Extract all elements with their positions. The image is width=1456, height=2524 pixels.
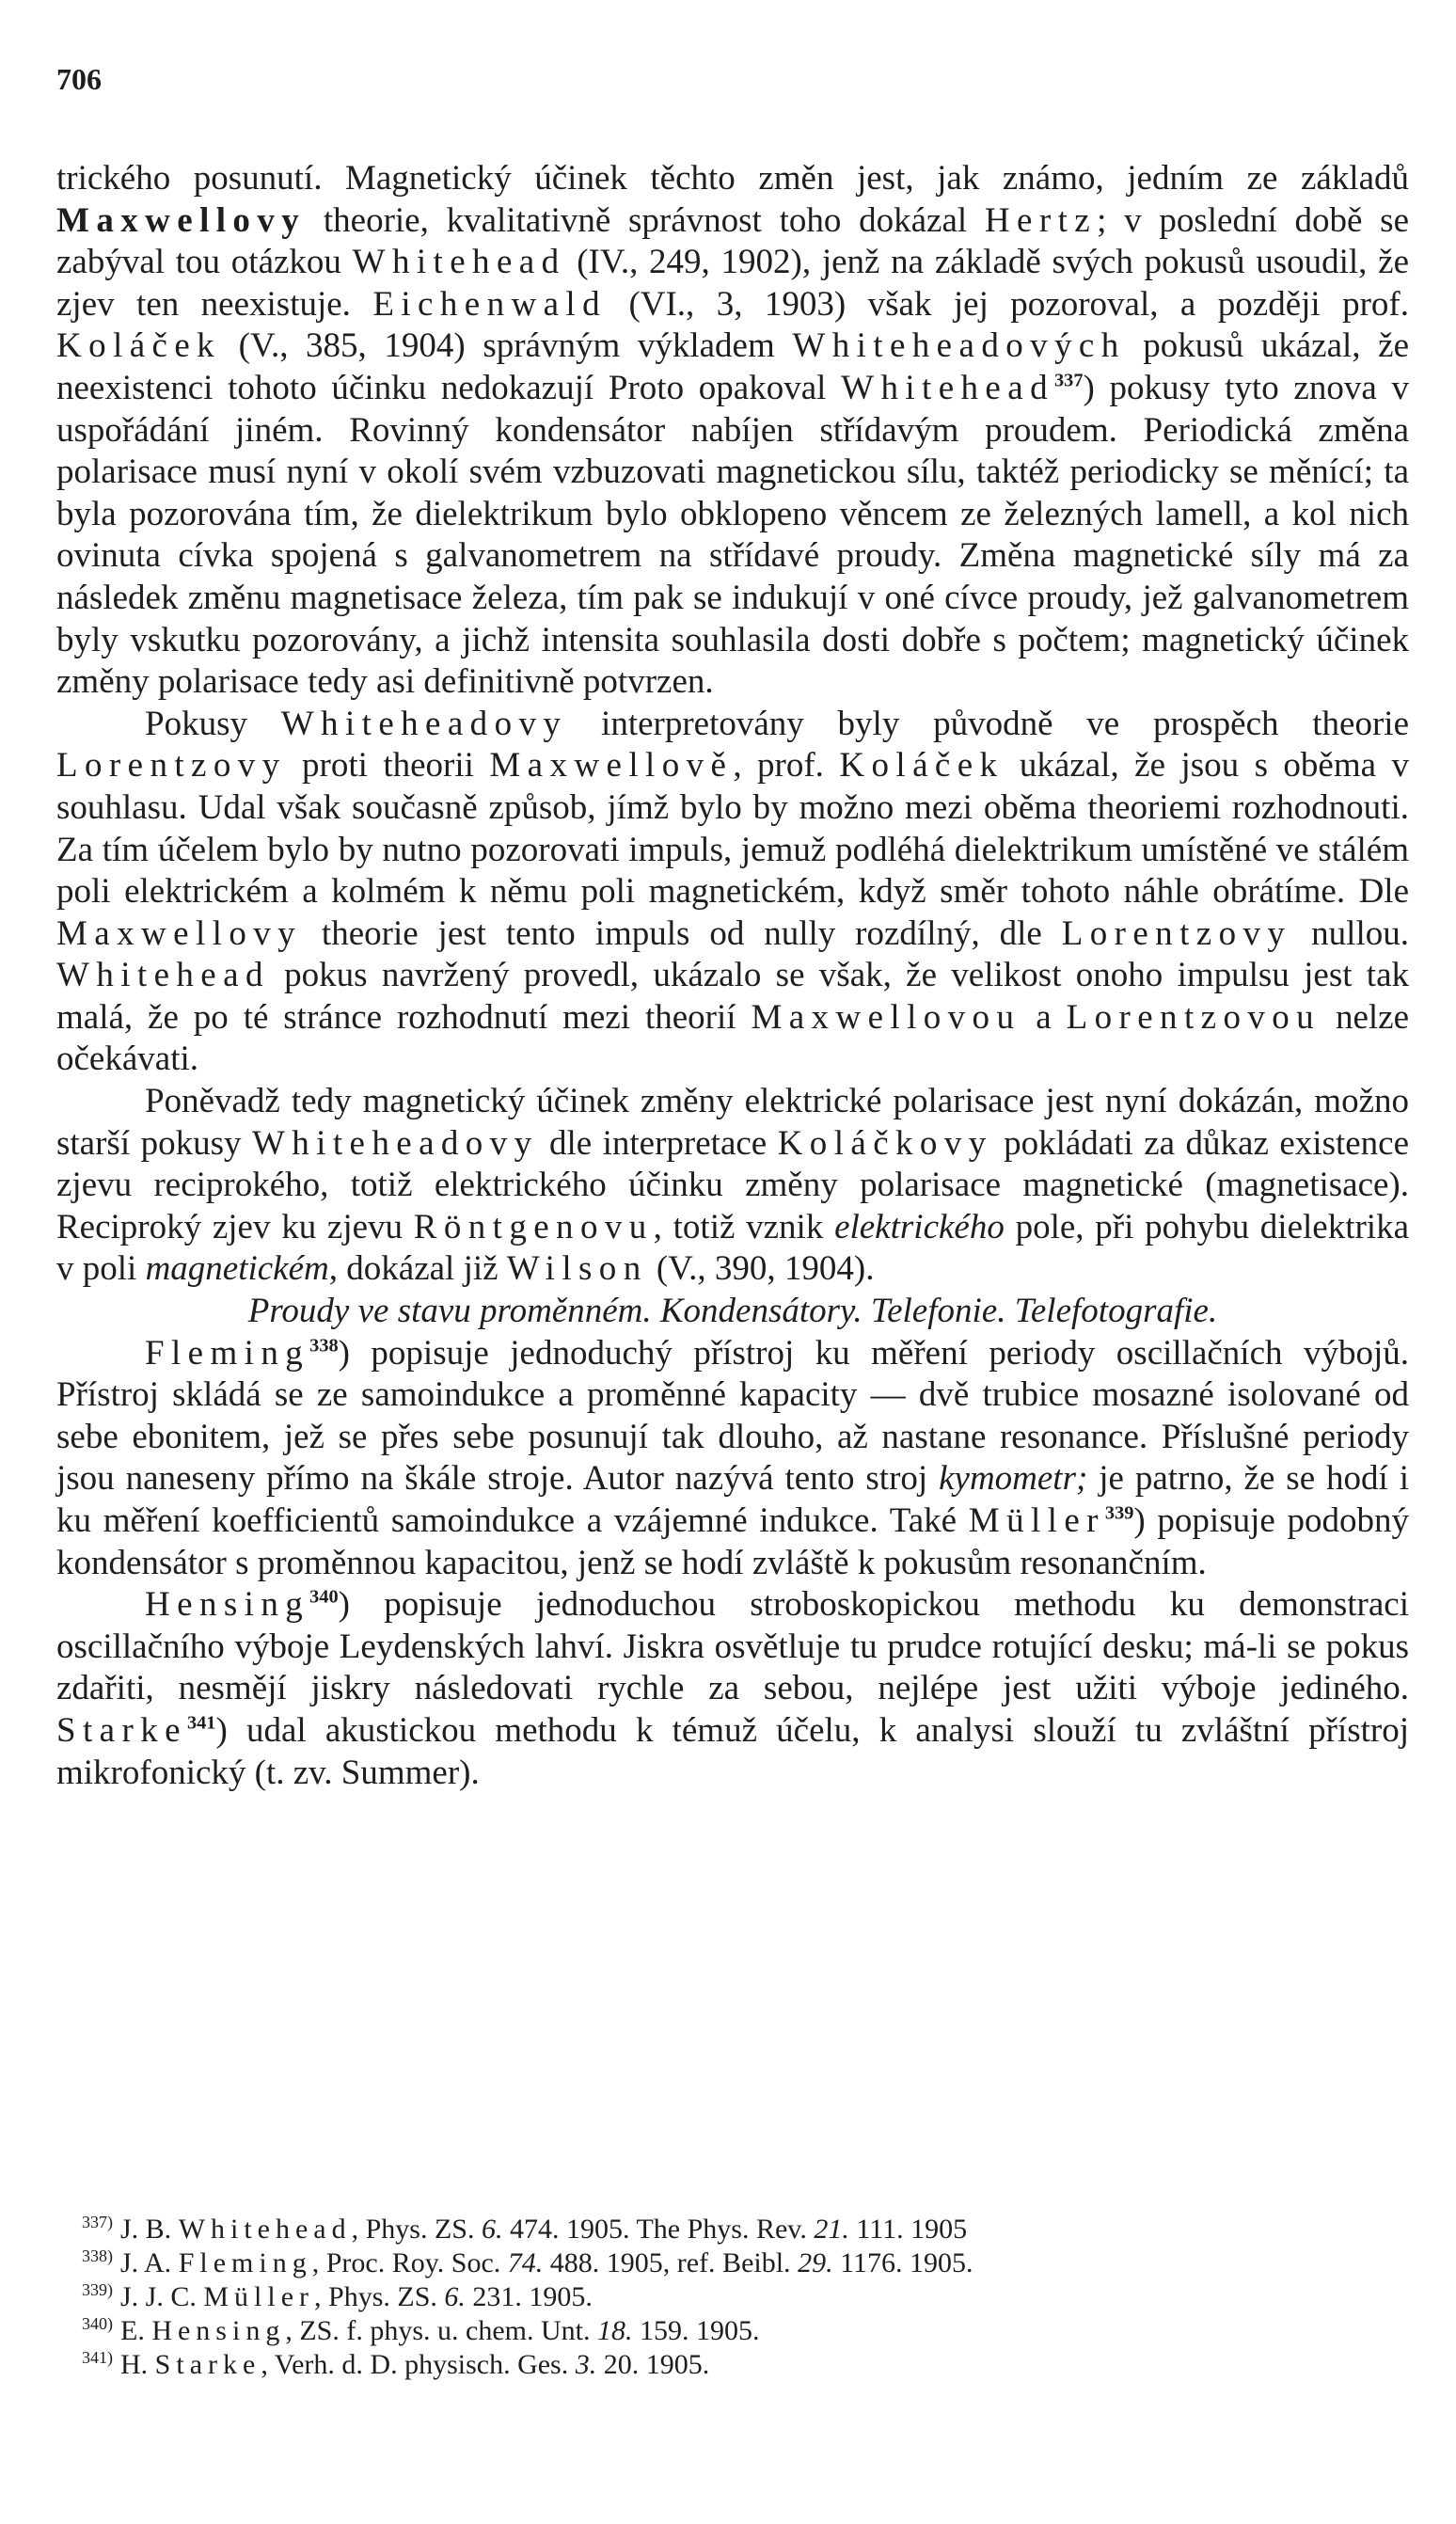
author-name: Maxwellově bbox=[489, 746, 734, 786]
footnote-ref: 339 bbox=[1104, 1502, 1134, 1524]
footnote-ref: 341 bbox=[186, 1712, 216, 1734]
footnote: 339) J. J. C. Müller, Phys. ZS. 6. 231. 1905. bbox=[82, 2280, 593, 2312]
footnotes bbox=[56, 2213, 1409, 2382]
paragraph-5: Hensing$^{340}$) popisuje jednoduchou stroboskopickou methodu ku demonstraci oscillačního výboje Leydenských lahví. Jiskra osvětluje tu prudce rotující desku; má-li se pokus zdařiti, nesmějí jiskry následovati rychle za sebou, nejlépe jest užiti výboje jediného. Starke$^{341}$) udal akustickou methodu k témuž účelu, k analysi slouží tu zvláštní přístroj mikrofonický (t. zv. Summer). bbox=[56, 1585, 1409, 1792]
author-name: Hertz bbox=[984, 200, 1098, 240]
author-name: Whitehead bbox=[841, 368, 1054, 407]
author-name: Koláček bbox=[839, 746, 1005, 786]
author-name: Maxwellovy bbox=[56, 200, 307, 240]
author-name: Lorentzovy bbox=[1061, 913, 1292, 953]
paragraph-3: Poněvadž tedy magnetický účinek změny elektrické polarisace jest nyní dokázán, možno starší pokusy Whiteheadovy dle interpretace Koláčkovy pokládati za důkaz existence zjevu reciprokého, totiž elektrického účinku změny polarisace magnetické (magnetisace). Reciproký zjev ku zjevu Röntgenovu, totiž vznik elektrického pole, při pohybu dielektrika v poli magnetickém, dokázal již Wilson (V., 390, 1904). bbox=[56, 1082, 1410, 1289]
paragraph-1: trického posunutí. Magnetický účinek těchto změn jest, jak známo, jedním ze základů Maxwellovy theorie, kvalitativně správnost toho dokázal Hertz; v poslední době se zabýval tou otázkou Whitehead (IV., 249, 1902), jenž na základě svých pokusů usoudil, že zjev ten neexistuje. Eichenwald (VI., 3, 1903) však jej pozoroval, a později prof. Koláček (V., 385, 1904) správným výkladem Whiteheadových pokusů ukázal, že neexistenci tohoto účinku nedokazují Proto opakoval Whitehead$^{337}$) pokusy tyto znova v uspořádání jiném. Rovinný kondensátor nabíjen střídavým proudem. Periodická změna polarisace musí nyní v okolí svém vzbuzovati magnetickou sílu, taktéž periodicky se měnící; ta byla pozorována tím, že dielektrikum bylo obklopeno věncem ze železných lamell, a kol nich ovinuta cívka spojená s galvanometrem na střídavé proudy. Změna magnetické síly má za následek změnu magnetisace železa, tím pak se indukují v oné cívce proudy, jež galvanometrem byly vskutku pozorovány, a jichž intensita souhlasila dosti dobře s počtem; magnetický účinek změny polarisace tedy asi definitivně potvrzen. bbox=[56, 159, 1410, 702]
author-name: Lorentzovou bbox=[1066, 997, 1321, 1037]
footnote-ref: 338 bbox=[309, 1335, 339, 1357]
emphasis: kymometr; bbox=[939, 1459, 1088, 1499]
footnote: 341) H. Starke, Verh. d. D. physisch. Ges. 3. 20. 1905. bbox=[82, 2348, 710, 2380]
section-heading: Proudy ve stavu proměnném. Kondensátory. Telefonie. Telefotografie. bbox=[247, 1292, 1218, 1331]
author-name: Lorentzovy bbox=[56, 746, 287, 786]
author-name: Koláček bbox=[56, 326, 222, 366]
author-name: Whiteheadovy bbox=[280, 704, 568, 743]
footnote: 337) J. B. Whitehead, Phys. ZS. 6. 474. 1905. The Phys. Rev. 21. 111. 1905 bbox=[82, 2213, 968, 2245]
author-name: Müller bbox=[203, 2281, 315, 2312]
author-name: Whiteheadových bbox=[792, 326, 1126, 366]
author-name: Maxwellovy bbox=[56, 913, 303, 953]
author-name: Hensing bbox=[151, 2315, 286, 2346]
footnote-ref: 340 bbox=[309, 1586, 339, 1608]
author-name: Maxwellovou bbox=[751, 997, 1021, 1037]
author-name: Röntgenovu bbox=[413, 1207, 654, 1246]
author-name: Whiteheadovy bbox=[251, 1123, 539, 1163]
author-name: Hensing bbox=[145, 1585, 310, 1625]
author-name: Koláčkovy bbox=[777, 1123, 993, 1163]
author-name: Müller bbox=[968, 1501, 1105, 1540]
author-name: Eichenwald bbox=[372, 284, 608, 324]
author-name: Whitehead bbox=[352, 243, 566, 282]
emphasis: elektrického bbox=[834, 1207, 1005, 1246]
author-name: Starke bbox=[154, 2349, 261, 2380]
paragraph-4: Fleming$^{338}$) popisuje jednoduchý přístroj ku měření periody oscillačních výbojů. Přístroj skládá se ze samoindukce a proměnné kapacity — dvě trubice mosazné isolované od sebe ebonitem, jež se přes sebe posunují tak dlouho, až nastane resonance. Příslušné periody jsou naneseny přímo na škále stroje. Autor nazývá tento stroj kymometr; je patrno, že se hodí i ku měření koefficientů samoindukce a vzájemné indukce. Také Müller$^{339}$) popisuje podobný kondensátor s proměnnou kapacitou, jenž se hodí zvláště k pokusům resonančním. bbox=[56, 1333, 1410, 1582]
author-name: Fleming bbox=[145, 1333, 310, 1373]
paragraph-2: Pokusy Whiteheadovy interpretovány byly původně ve prospěch theorie Lorentzovy proti theorii Maxwellově, prof. Koláček ukázal, že jsou s oběma v souhlasu. Udal však současně způsob, jímž bylo by možno mezi oběma theoriemi rozhodnouti. Za tím účelem bylo by nutno pozorovati impuls, jemuž podléhá dielektrikum umístěné ve stálém poli elektrickém a kolmém k němu poli magnetickém, když směr tohoto náhle obrátíme. Dle Maxwellovy theorie jest tento impuls od nully rozdílný, dle Lorentzovy nullou. Whitehead pokus navržený provedl, ukázalo se však, že velikost onoho impulsu jest tak malá, že po té stránce rozhodnutí mezi theorií Maxwellovou a Lorentzovou nelze očekávati. bbox=[56, 704, 1409, 1079]
author-name: Starke bbox=[56, 1710, 187, 1750]
author-name: Fleming bbox=[178, 2247, 312, 2278]
author-name: Wilson bbox=[506, 1249, 648, 1289]
emphasis: magnetickém bbox=[145, 1249, 329, 1289]
author-name: Whitehead bbox=[178, 2214, 352, 2245]
footnote-ref: 337 bbox=[1053, 370, 1084, 391]
body-text bbox=[56, 158, 1409, 1794]
page-number: 706 bbox=[56, 62, 102, 96]
author-name: Whitehead bbox=[56, 956, 270, 995]
footnote: 338) J. A. Fleming, Proc. Roy. Soc. 74. 488. 1905, ref. Beibl. 29. 1176. 1905. bbox=[82, 2246, 973, 2278]
footnote: 340) E. Hensing, ZS. f. phys. u. chem. Unt. 18. 159. 1905. bbox=[82, 2314, 760, 2346]
